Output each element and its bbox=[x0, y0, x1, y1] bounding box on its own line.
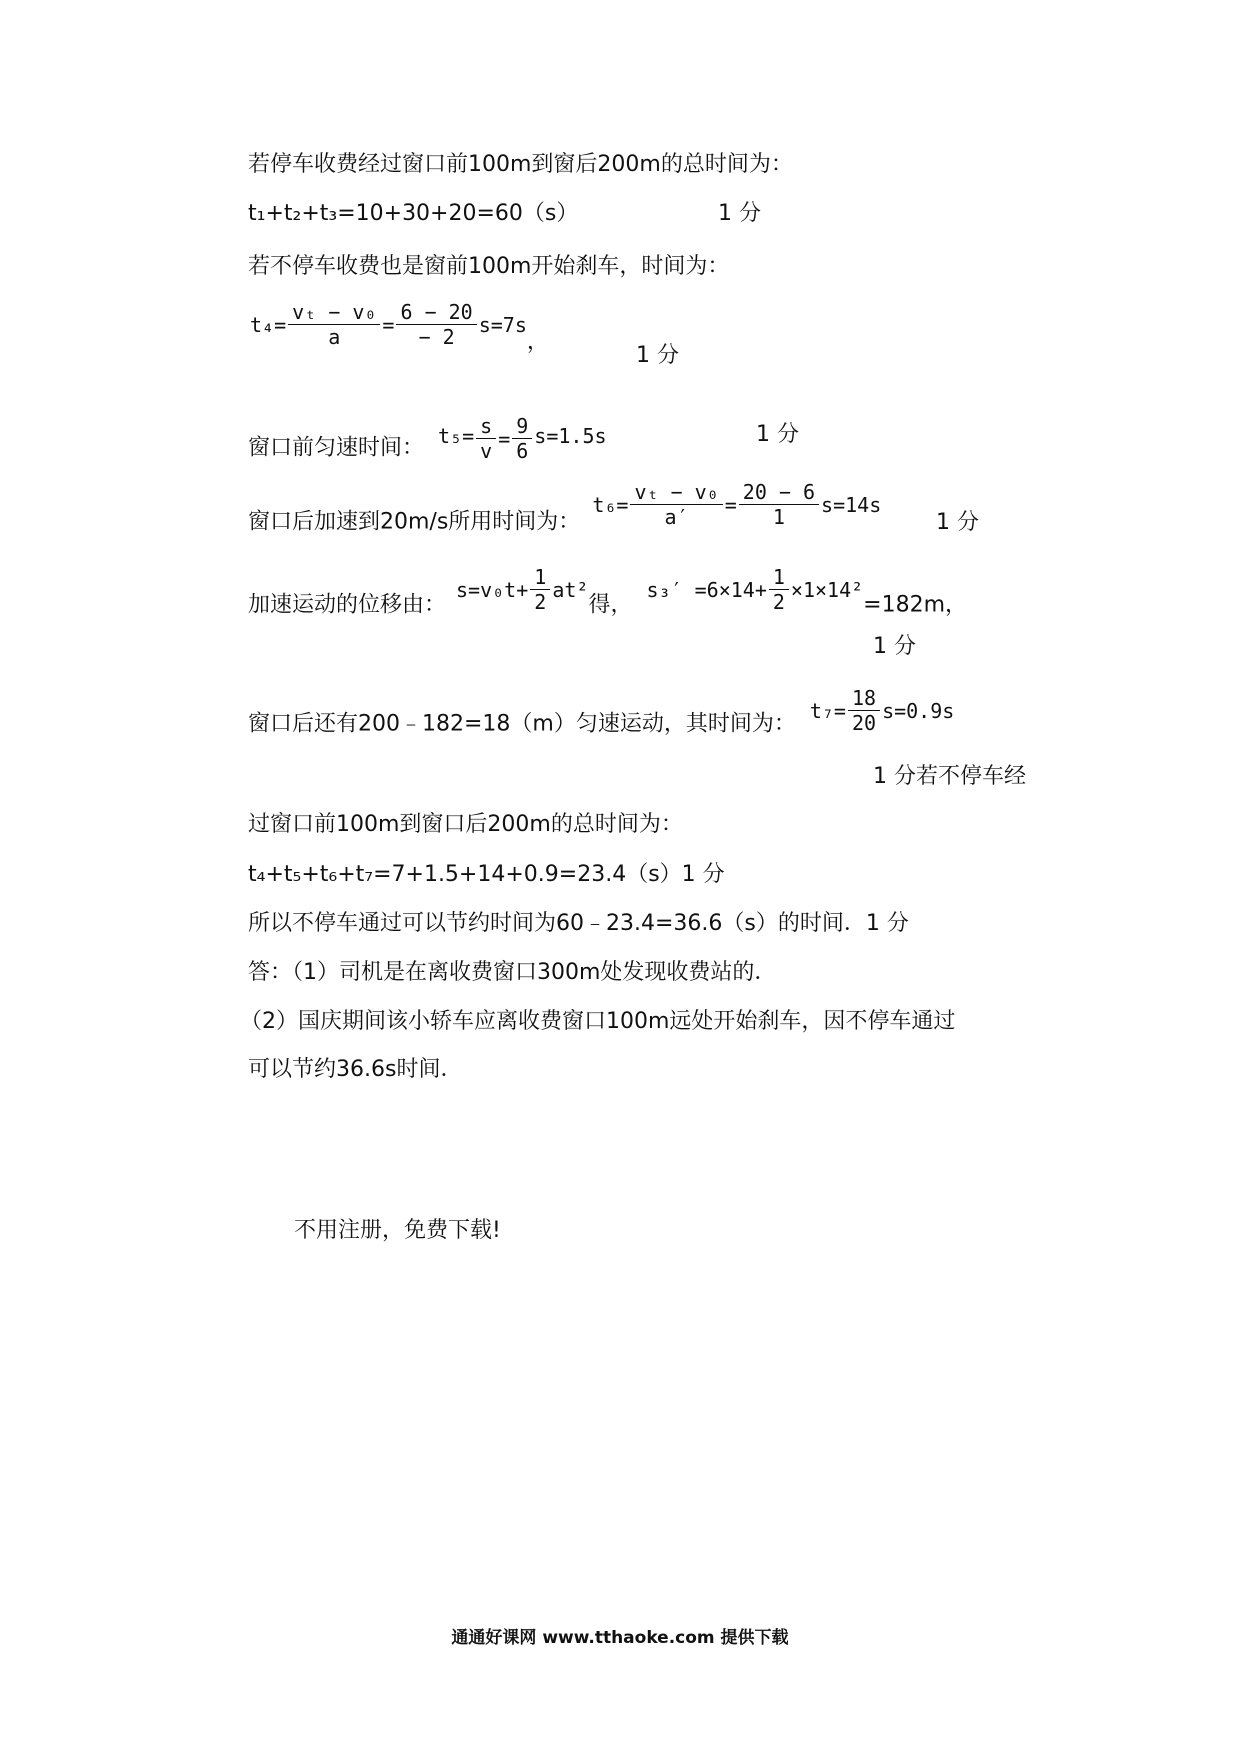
t6-label: 窗口后加速到20m/s所用时间为： bbox=[248, 509, 581, 535]
t4-frac2 bbox=[396, 300, 476, 349]
t7-num: 18 bbox=[848, 686, 880, 711]
t6-num2: 20 − 6 bbox=[739, 480, 819, 505]
t5-frac1 bbox=[476, 414, 496, 463]
t6-rhs: s=14s bbox=[821, 492, 882, 517]
t4-comma: ， bbox=[526, 329, 549, 355]
line-nonstop-total: 过窗口前100m到窗口后200m的总时间为： bbox=[248, 812, 683, 837]
t4-frac1 bbox=[288, 300, 380, 349]
disp-f2-num: 1 bbox=[769, 565, 789, 590]
disp-f1b: at² bbox=[552, 577, 589, 602]
t7-label: 窗口后还有200﹣182=18（m）匀速运动，其时间为： bbox=[248, 711, 796, 737]
t7-lhs: t₇= bbox=[809, 698, 846, 723]
t4-den1: a bbox=[328, 325, 341, 349]
score-4: 1 分 bbox=[936, 510, 979, 535]
t6-frac1 bbox=[630, 480, 722, 529]
t4-eq: = bbox=[382, 312, 395, 337]
t7-den: 20 bbox=[851, 711, 877, 735]
line-answer-2: （2）国庆期间该小轿车应离收费窗口100m远处开始刹车，因不停车通过 bbox=[240, 1009, 956, 1034]
score-5: 1 分 bbox=[873, 634, 916, 659]
free-download-note: 不用注册，免费下载! bbox=[294, 1218, 501, 1243]
t4-lhs: t₄= bbox=[250, 312, 287, 337]
disp-f2-frac bbox=[769, 565, 789, 614]
disp-f1-den: 2 bbox=[534, 590, 547, 614]
line-stop-total-formula: t₁+t₂+t₃=10+30+20=60（s） bbox=[248, 201, 579, 226]
line-answer-1: 答：（1）司机是在离收费窗口300m处发现收费站的． bbox=[248, 960, 777, 985]
disp-f1-num: 1 bbox=[530, 565, 550, 590]
t5-label: 窗口前匀速时间： bbox=[248, 435, 425, 461]
t5-frac2 bbox=[512, 414, 532, 463]
t5-num2: 9 bbox=[512, 414, 532, 439]
t5-den1: v bbox=[480, 439, 493, 463]
t6-eq: = bbox=[724, 492, 737, 517]
line-uniform-before-window bbox=[248, 414, 607, 464]
t6-den1: a′ bbox=[664, 505, 689, 529]
t7-frac bbox=[848, 686, 880, 735]
t4-num1: vₜ − v₀ bbox=[288, 300, 380, 325]
t7-rhs: s=0.9s bbox=[882, 698, 955, 723]
disp-f1a: s=v₀t+ bbox=[456, 577, 529, 602]
line-stop-total-time: 若停车收费经过窗口前100m到窗后200m的总时间为： bbox=[248, 152, 793, 177]
score-3: 1 分 bbox=[756, 422, 799, 447]
t5-num1: s bbox=[476, 414, 496, 439]
line-accelerate-time bbox=[248, 480, 881, 538]
disp-f2-den: 2 bbox=[772, 590, 785, 614]
t5-eq: = bbox=[498, 426, 511, 451]
disp-de: 得， bbox=[588, 592, 633, 618]
score-1: 1 分 bbox=[718, 201, 761, 226]
t6-frac2 bbox=[739, 480, 819, 529]
disp-f2c: =182m， bbox=[863, 592, 968, 618]
t5-rhs: s=1.5s bbox=[534, 423, 607, 448]
t6-den2: 1 bbox=[772, 505, 785, 529]
footer-source: 通通好课网 www.tthaoke.com 提供下载 bbox=[451, 1628, 789, 1648]
score-6-continued: 1 分若不停车经 bbox=[873, 764, 1026, 789]
t4-den2: − 2 bbox=[418, 325, 455, 349]
line-nonstop-braking: 若不停车收费也是窗前100m开始刹车，时间为： bbox=[248, 254, 730, 279]
disp-f1-frac bbox=[530, 565, 550, 614]
t6-num1: vₜ − v₀ bbox=[630, 480, 722, 505]
score-2: 1 分 bbox=[636, 343, 679, 368]
t5-lhs: t₅= bbox=[438, 423, 475, 448]
t4-rhs: s=7s bbox=[478, 312, 527, 337]
line-nonstop-formula: t₄+t₅+t₆+t₇=7+1.5+14+0.9=23.4（s）1 分 bbox=[248, 862, 725, 887]
disp-label: 加速运动的位移由： bbox=[248, 592, 447, 618]
line-answer-2-cont: 可以节约36.6s时间． bbox=[248, 1057, 463, 1082]
formula-t4 bbox=[250, 300, 549, 358]
t4-num2: 6 − 20 bbox=[396, 300, 476, 325]
t6-lhs: t₆= bbox=[592, 492, 629, 517]
disp-f2b: ×1×14² bbox=[790, 577, 864, 602]
disp-f2a: s₃′ =6×14+ bbox=[646, 577, 767, 602]
t5-den2: 6 bbox=[516, 439, 529, 463]
line-displacement bbox=[248, 565, 967, 621]
line-uniform-after-window bbox=[248, 686, 954, 740]
line-saved-time: 所以不停车通过可以节约时间为60﹣23.4=36.6（s）的时间．1 分 bbox=[248, 911, 909, 936]
